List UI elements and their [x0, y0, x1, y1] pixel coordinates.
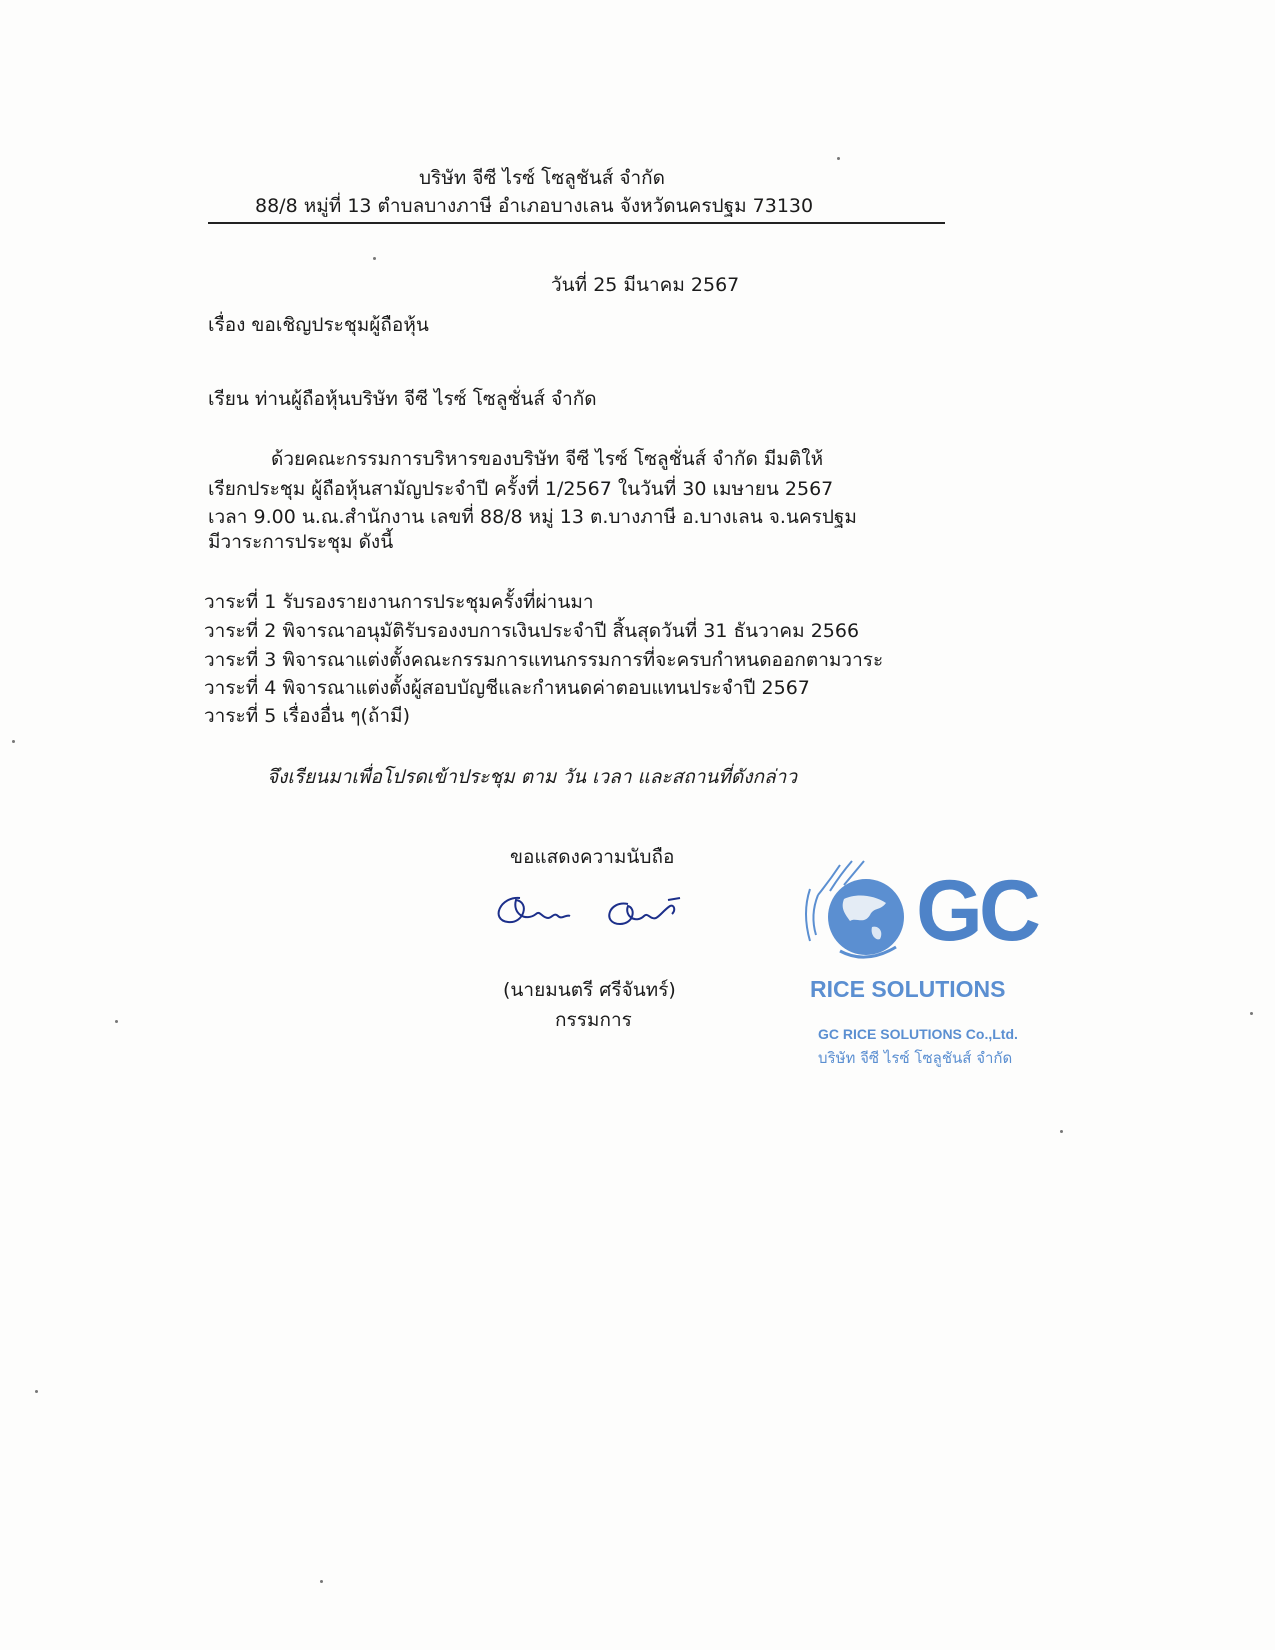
scan-speck — [35, 1390, 38, 1393]
company-stamp — [800, 855, 1090, 1095]
stamp-line-company-en: GC RICE SOLUTIONS Co.,Ltd. — [818, 1026, 1018, 1042]
letter-subject: เรื่อง ขอเชิญประชุมผู้ถือหุ้น — [208, 314, 429, 336]
stamp-logo-text: GC — [916, 863, 1037, 959]
body-line: ด้วยคณะกรรมการบริหารของบริษัท จีซี ไรซ์ โซลูชั่นส์ จำกัด มีมติให้ — [271, 448, 824, 470]
agenda-item: วาระที่ 3 พิจารณาแต่งตั้งคณะกรรมการแทนกรรมการที่จะครบกำหนดออกตามวาระ — [204, 649, 884, 671]
stamp-line-rice-solutions: RICE SOLUTIONS — [810, 976, 1006, 1002]
letter-date: วันที่ 25 มีนาคม 2567 — [551, 274, 740, 296]
scan-speck — [837, 157, 840, 160]
agenda-item: วาระที่ 2 พิจารณาอนุมัติรับรองงบการเงินประจำปี สิ้นสุดวันที่ 31 ธันวาคม 2566 — [204, 620, 860, 642]
signer-position: กรรมการ — [555, 1009, 632, 1031]
scan-speck — [1060, 1130, 1063, 1133]
regards-text: ขอแสดงความนับถือ — [510, 846, 675, 868]
agenda-item: วาระที่ 5 เรื่องอื่น ๆ(ถ้ามี) — [204, 705, 410, 727]
agenda-item: วาระที่ 4 พิจารณาแต่งตั้งผู้สอบบัญชีและกำหนดค่าตอบแทนประจำปี 2567 — [204, 677, 810, 699]
stamp-line-company-th: บริษัท จีซี ไรซ์ โซลูชันส์ จำกัด — [818, 1049, 1013, 1067]
scan-speck — [1250, 1012, 1253, 1015]
company-address: 88/8 หมู่ที่ 13 ตำบลบางภาษี อำเภอบางเลน จังหวัดนครปฐม 73130 — [255, 195, 814, 217]
company-name: บริษัท จีซี ไรซ์ โซลูชันส์ จำกัด — [419, 167, 666, 189]
body-line: มีวาระการประชุม ดังนี้ — [208, 531, 394, 553]
body-line: เวลา 9.00 น.ณ.สำนักงาน เลขที่ 88/8 หมู่ 13 ต.บางภาษี อ.บางเลน จ.นครปฐม — [208, 506, 857, 528]
body-line: เรียกประชุม ผู้ถือหุ้นสามัญประจำปี ครั้งที่ 1/2567 ในวันที่ 30 เมษายน 2567 — [208, 478, 834, 500]
scan-speck — [320, 1580, 323, 1583]
signer-name: (นายมนตรี ศรีจันทร์) — [503, 979, 676, 1001]
globe-logo-icon — [800, 855, 920, 965]
closing-line: จึงเรียนมาเพื่อโปรดเข้าประชุม ตาม วัน เวลา และสถานที่ดังกล่าว — [267, 766, 798, 788]
agenda-item: วาระที่ 1 รับรองรายงานการประชุมครั้งที่ผ่านมา — [204, 591, 594, 613]
handwritten-signature — [490, 880, 710, 940]
scan-speck — [12, 740, 15, 743]
letterhead-divider — [208, 222, 945, 224]
scan-speck — [373, 257, 376, 260]
letter-recipient: เรียน ท่านผู้ถือหุ้นบริษัท จีซี ไรซ์ โซลูชั่นส์ จำกัด — [208, 388, 597, 410]
scan-speck — [115, 1020, 118, 1023]
